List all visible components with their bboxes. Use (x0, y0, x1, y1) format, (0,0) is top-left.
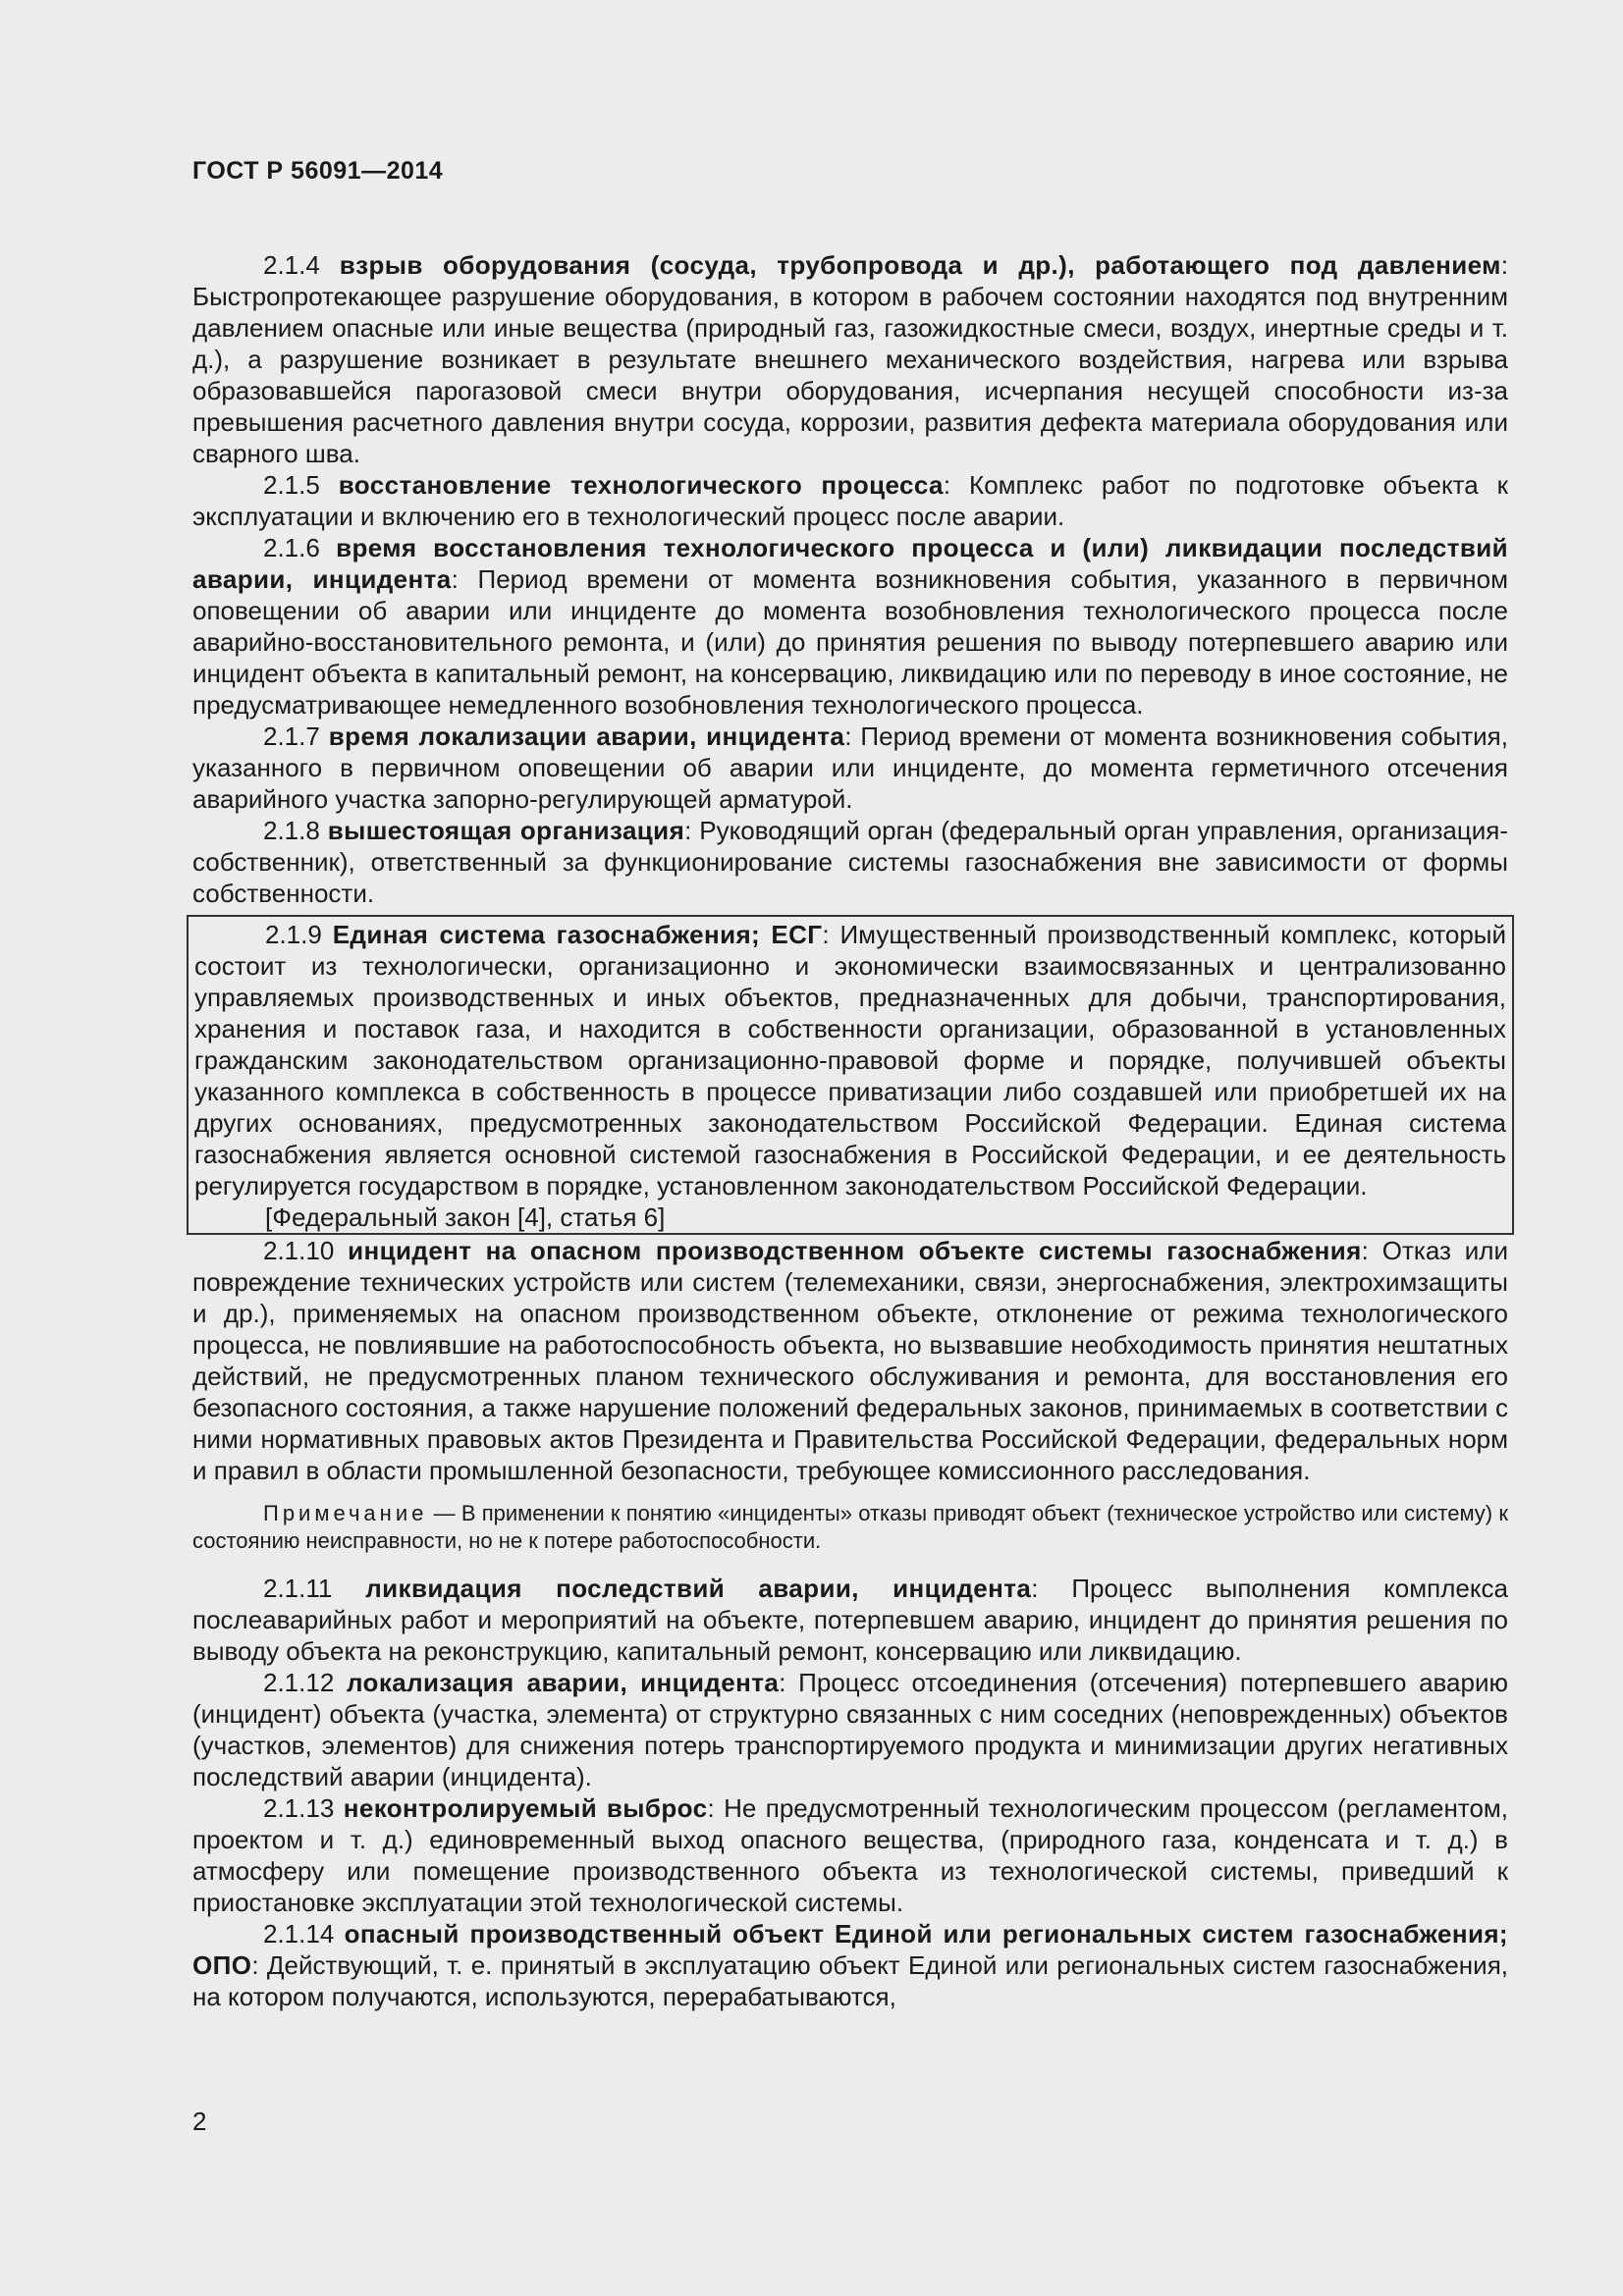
definitions-section (192, 249, 1508, 2012)
definition-2-1-11 (192, 1573, 1508, 1667)
entry-number: 2.1.8 (263, 816, 320, 845)
note-text: — В применении к понятию «инциденты» отказы приводят объект (техническое устройство или систему) к состоянию неисправности, но не к потере работоспособности. (192, 1501, 1508, 1553)
entry-definition: : Процесс отсоединения (отсечения) потерпевшего аварию (инцидент) объекта (участка, элемента) от структурно связанных с ним соседних (неповрежденных) объектов (участков, элементов) для снижения потерь транспортируемого продукта и минимизации других негативных последствий аварии (инцидента). (192, 1668, 1508, 1791)
entry-number: 2.1.13 (263, 1793, 335, 1823)
definition-2-1-8 (192, 815, 1508, 909)
definition-2-1-10 (192, 1235, 1508, 1486)
definition-source: [Федеральный закон [4], статья 6] (265, 1202, 666, 1232)
entry-number: 2.1.9 (265, 920, 322, 949)
note-label: Примечание (263, 1501, 428, 1525)
entry-number: 2.1.4 (263, 250, 320, 280)
entry-definition: : Руководящий орган (федеральный орган управления, организация-собственник), ответственный за функционирование системы газоснабжения вне зависимости от формы собственности. (192, 816, 1508, 908)
entry-term: взрыв оборудования (сосуда, трубопровода и др.), работающего под давлением (339, 250, 1501, 280)
entry-definition: : Процесс выполнения комплекса послеаварийных работ и мероприятий на объекте, потерпевшем аварию, инцидент до принятия решения по выводу объекта на реконструкцию, капитальный ремонт, консервацию или ликвидацию. (192, 1574, 1508, 1666)
entry-term: опасный производственный объект Единой или региональных систем газоснабжения; ОПО (192, 1919, 1508, 1980)
entry-term: неконтролируемый выброс (343, 1793, 708, 1823)
entry-number: 2.1.12 (263, 1668, 335, 1697)
entry-number: 2.1.6 (263, 533, 320, 562)
entry-term: инцидент на опасном производственном объекте системы газоснабжения (348, 1236, 1362, 1265)
entry-number: 2.1.5 (263, 470, 320, 500)
definition-2-1-7 (192, 721, 1508, 815)
entry-definition: : Имущественный производственный комплекс, который состоит из технологически, организационно и экономически взаимосвязанных и централизованно управляемых производственных и иных объектов, предназначенных для добычи, транспортирования, хранения и поставок газа, и находится в собственности организации, образованной в установленных гражданским законодательством организационно-правовой форме и порядке, получившей объекты указанного комплекса в собственность в процессе приватизации либо создавшей или приобретшей их на других основаниях, предусмотренных законодательством Российской Федерации. Единая система газоснабжения является основной системой газоснабжения в Российской Федерации, и ее деятельность регулируется государством в порядке, установленном законодательством Российской Федерации. (194, 920, 1507, 1201)
entry-term: ликвидация последствий аварии, инцидента (365, 1574, 1032, 1603)
definition-2-1-13 (192, 1792, 1508, 1918)
definition-2-1-14 (192, 1918, 1508, 2012)
definition-2-1-9 (194, 919, 1506, 1201)
entry-term: вышестоящая организация (327, 816, 685, 845)
entry-definition: : Комплекс работ по подготовке объекта к эксплуатации и включению его в технологический процесс после аварии. (192, 470, 1508, 531)
entry-definition: : Отказ или повреждение технических устройств или систем (телемеханики, связи, энергоснабжения, электрохимзащиты и др.), применяемых на опасном производственном объекте, отклонение от режима технологического процесса, не повлиявшие на работоспособность объекта, но вызвавшие необходимость принятия нештатных действий, не предусмотренных планом технического обслуживания и ремонта, для восстановления его безопасного состояния, а также нарушение положений федеральных законов, принимаемых в соответствии с ними нормативных правовых актов Президента и Правительства Российской Федерации, федеральных норм и правил в области промышленной безопасности, требующее комиссионного расследования. (192, 1236, 1508, 1485)
page-number: 2 (192, 2107, 207, 2136)
definition-2-1-6 (192, 532, 1508, 721)
entry-term: локализация аварии, инцидента (346, 1668, 780, 1697)
entry-number: 2.1.14 (263, 1919, 335, 1949)
entry-definition: : Не предусмотренный технологическим процессом (регламентом, проектом и т. д.) единовременный выход опасного вещества, (природного газа, конденсата и т. д.) в атмосферу или помещение производственного объекта из технологической системы, приведший к приостановке эксплуатации этой технологической системы. (192, 1793, 1508, 1917)
definition-2-1-12 (192, 1667, 1508, 1792)
entry-definition: : Действующий, т. е. принятый в эксплуатацию объект Единой или региональных систем газоснабжения, на котором получаются, используются, перерабатываются, (192, 1950, 1508, 2011)
note (192, 1500, 1508, 1555)
document-code: ГОСТ Р 56091—2014 (192, 157, 444, 185)
definition-2-1-5 (192, 469, 1508, 532)
entry-definition: : Быстропротекающее разрушение оборудования, в котором в рабочем состоянии находятся под внутренним давлением опасные или иные вещества (природный газ, газожидкостные смеси, воздух, инертные среды и т. д.), а разрушение возникает в результате внешнего механического воздействия, нагрева или взрыва образовавшейся парогазовой смеси внутри оборудования, исчерпания несущей способности из-за превышения расчетного давления внутри сосуда, коррозии, развития дефекта материала оборудования или сварного шва. (192, 250, 1508, 468)
entry-term: восстановление технологического процесса (338, 470, 944, 500)
framed-definition-box (187, 915, 1514, 1235)
entry-term: время локализации аварии, инцидента (328, 721, 845, 751)
entry-number: 2.1.7 (263, 721, 320, 751)
entry-term: время восстановления технологического процесса и (или) ликвидации последствий аварии, инцидента (192, 533, 1508, 594)
entry-number: 2.1.10 (263, 1236, 335, 1265)
entry-definition: : Период времени от момента возникновения события, указанного в первичном оповещении об аварии или инциденте, до момента герметичного отсечения аварийного участка запорно-регулирующей арматурой. (192, 721, 1508, 814)
entry-number: 2.1.11 (263, 1574, 333, 1603)
entry-term: Единая система газоснабжения; ЕСГ (332, 920, 823, 949)
entry-definition: : Период времени от момента возникновения события, указанного в первичном оповещении об аварии или инциденте до момента возобновления технологического процесса после аварийно-восстановительного ремонта, и (или) до принятия решения по выводу потерпевшего аварию или инцидент объекта в капитальный ремонт, на консервацию, ликвидацию или по переводу в иное состояние, не предусматривающее немедленного возобновления технологического процесса. (192, 564, 1508, 720)
definition-2-1-4 (192, 249, 1508, 469)
